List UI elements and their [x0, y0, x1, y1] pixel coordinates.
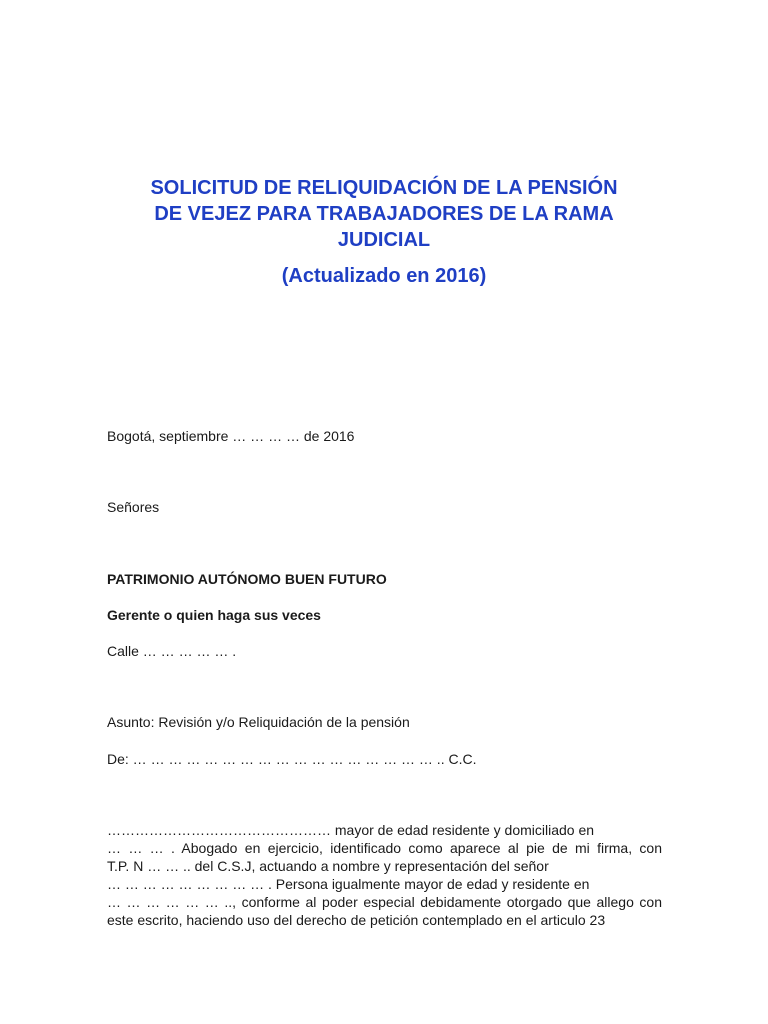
- from-line: De: … … … … … … … … … … … … … … … … … .. C.C.: [107, 751, 477, 767]
- paragraph-line-3: T.P. N … … .. del C.S.J, actuando a nombre y representación del señor: [107, 858, 549, 874]
- title-line-2: DE VEJEZ PARA TRABAJADORES DE LA RAMA: [154, 203, 614, 225]
- addressee: PATRIMONIO AUTÓNOMO BUEN FUTURO: [107, 571, 387, 587]
- paragraph-line-1: ………………………………………… mayor de edad residente y domiciliado en: [107, 822, 595, 838]
- title-line-3: JUDICIAL: [337, 229, 431, 251]
- document-subtitle: (Actualizado en 2016): [281, 265, 487, 287]
- addressee-role: Gerente o quien haga sus veces: [107, 607, 321, 623]
- date-line: Bogotá, septiembre … … … … de 2016: [107, 428, 355, 444]
- subject-line: Asunto: Revisión y/o Reliquidación de la pensión: [107, 714, 410, 730]
- paragraph-line-5: … … … … … … .., conforme al poder especial debidamente otorgado que allego con: [107, 894, 662, 910]
- address-line: Calle … … … … … .: [107, 643, 237, 659]
- paragraph-line-4: … … … … … … … … … . Persona igualmente mayor de edad y residente en: [107, 876, 590, 892]
- title-line-1: SOLICITUD DE RELIQUIDACIÓN DE LA PENSIÓN: [150, 177, 618, 199]
- paragraph-line-6: este escrito, haciendo uso del derecho de petición contemplado en el articulo 23: [107, 912, 606, 928]
- paragraph-line-2: … … … . Abogado en ejercicio, identificado como aparece al pie de mi firma, con: [107, 840, 662, 856]
- salutation: Señores: [107, 499, 160, 515]
- document-title: [100, 175, 668, 289]
- body-paragraph: [107, 821, 662, 929]
